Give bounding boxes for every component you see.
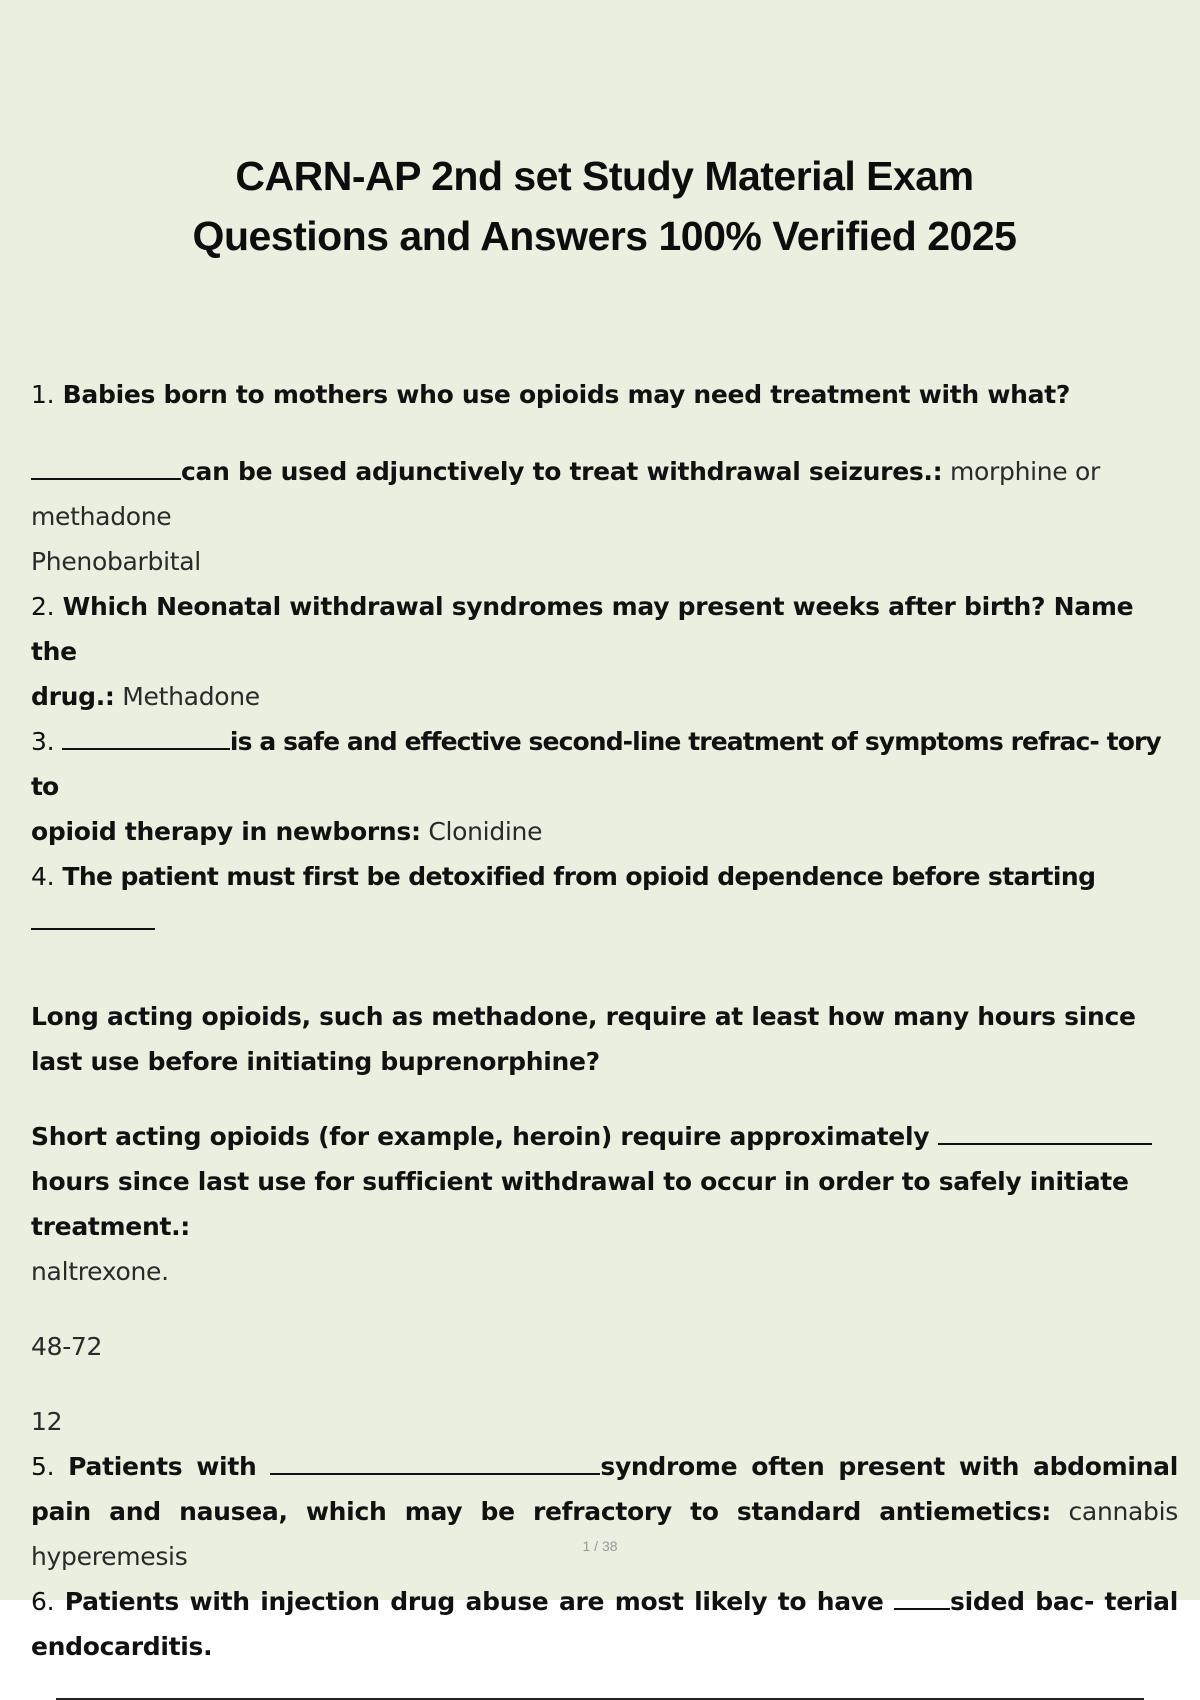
answer-text: Methadone — [114, 682, 260, 711]
question-text: sided bac- terial endocarditis. — [31, 1587, 1178, 1661]
question-text: hours since last use for sufficient withdrawal to occur in order to safely initiate treatment.: — [31, 1167, 1129, 1241]
question-number: 4. — [31, 862, 55, 891]
question-4-para-3 — [31, 1114, 1178, 1249]
answer-blank — [894, 1580, 950, 1610]
question-4-para-2 — [31, 994, 1178, 1084]
answer-blank — [938, 1115, 1152, 1145]
answer-blank — [31, 900, 155, 930]
question-6 — [31, 1579, 1178, 1669]
answer-blank — [31, 450, 181, 480]
question-5 — [31, 1444, 1178, 1579]
document-title — [31, 0, 1178, 266]
answer-text: Clonidine — [420, 817, 543, 846]
answer-text: 12 — [31, 1407, 63, 1436]
question-text: Long acting opioids, such as methadone, require at least how many hours since last use before initiating buprenorphine? — [31, 1002, 1136, 1076]
question-number: 5. — [31, 1452, 55, 1481]
question-text: The patient must first be detoxified from opioid dependence before starting — [54, 862, 1096, 891]
page-indicator: 1 / 38 — [582, 1538, 618, 1554]
title-line-2: Questions and Answers 100% Verified 2025 — [192, 213, 1017, 259]
question-2 — [31, 584, 1178, 674]
question-1-part-2 — [31, 449, 1178, 494]
question-number: 3. — [31, 727, 55, 756]
question-list — [31, 372, 1178, 1669]
question-text: Patients with — [54, 1452, 271, 1481]
answer-text: morphine or — [942, 457, 1101, 486]
answer-blank — [270, 1445, 600, 1475]
answer-text: naltrexone. — [31, 1257, 169, 1286]
question-4 — [31, 854, 1178, 899]
question-text: Short acting opioids (for example, heroin) require approximately — [31, 1122, 938, 1151]
question-1 — [31, 372, 1178, 417]
answer-text: 48-72 — [31, 1332, 103, 1361]
question-3 — [31, 719, 1178, 809]
question-number: 1. — [31, 380, 55, 409]
question-number: 6. — [31, 1587, 55, 1616]
question-text: can be used adjunctively to treat withdrawal seizures.: — [181, 457, 943, 486]
title-line-1: CARN-AP 2nd set Study Material Exam — [235, 153, 974, 199]
answer-text: Phenobarbital — [31, 547, 201, 576]
answer-text: methadone — [31, 502, 172, 531]
question-4-blank-line — [31, 899, 1178, 944]
answer-text: cannabis hyperemesis — [31, 1497, 1178, 1571]
question-2-cont — [31, 674, 1178, 719]
answer-blank — [62, 720, 230, 750]
question-text: Which Neonatal withdrawal syndromes may present weeks after birth? Name the — [31, 592, 1134, 666]
question-number: 2. — [31, 592, 55, 621]
question-text: Patients with injection drug abuse are most likely to have — [54, 1587, 895, 1616]
question-3-cont — [31, 809, 1178, 854]
question-text: is a safe and effective second-line treatment of symptoms refrac- tory to — [31, 727, 1161, 801]
question-text: syndrome often present with abdominal pain and nausea, which may be refractory to standard antiemetics: — [31, 1452, 1178, 1526]
question-text: drug.: — [31, 682, 115, 711]
question-text: opioid therapy in newborns: — [31, 817, 421, 846]
question-text: Babies born to mothers who use opioids may need treatment with what? — [54, 380, 1071, 409]
